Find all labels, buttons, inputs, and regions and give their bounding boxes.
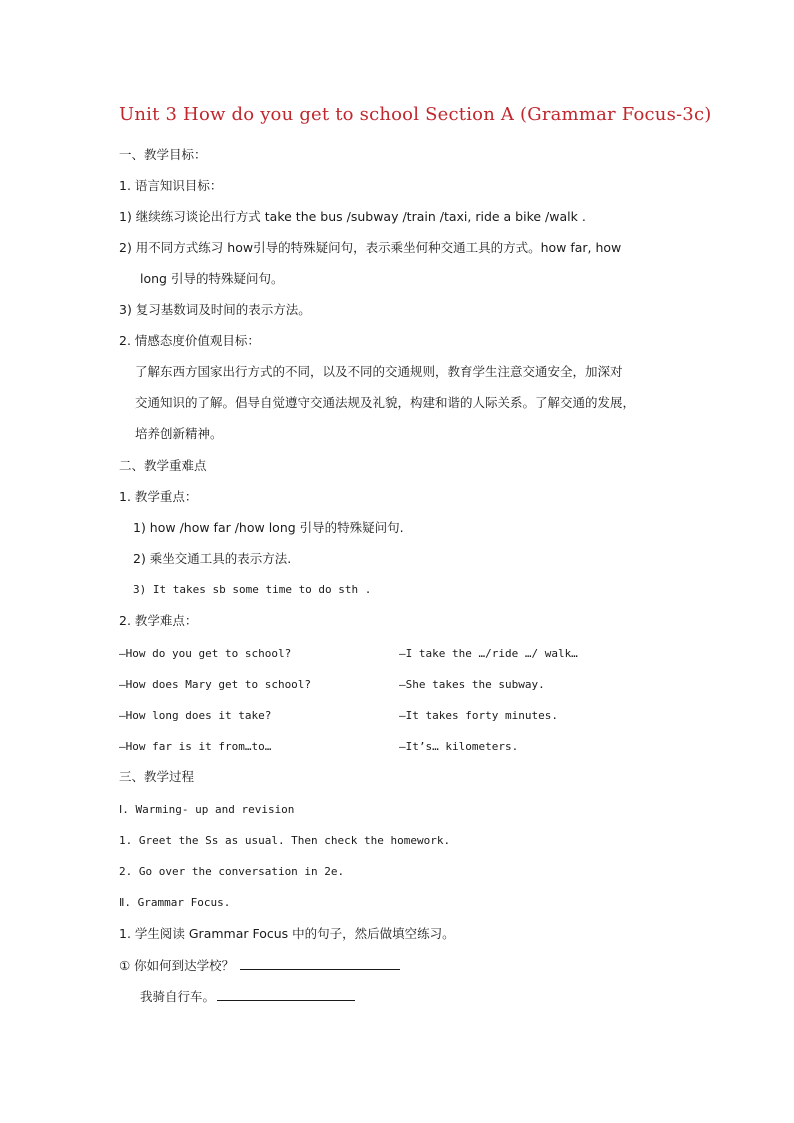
difficult-points-heading: 2. 教学难点： [119, 613, 198, 628]
knowledge-goal-3: 3) 复习基数词及时间的表示方法。 [119, 302, 311, 317]
exercise-question-1-text: ① 你如何到达学校？ [119, 958, 235, 973]
key-point-3: 3) It takes sb some time to do sth . [133, 583, 372, 596]
knowledge-goal-2-cont: long 引导的特殊疑问句。 [140, 271, 284, 286]
knowledge-goal-1: 1) 继续练习谈论出行方式 take the bus /subway /train /taxi, ride a bike /walk . [119, 209, 586, 224]
knowledge-goal-heading: 1. 语言知识目标： [119, 178, 223, 193]
procedure-step-2-item-1: 1. 学生阅读 Grammar Focus 中的句子，然后做填空练习。 [119, 926, 455, 941]
section-heading-key-points: 二、教学重难点 [119, 458, 207, 473]
exercise-answer-1-text: 我骑自行车。 [140, 989, 216, 1004]
key-point-2: 2) 乘坐交通工具的表示方法. [133, 551, 292, 566]
dialog-answer: —I take the …/ride …/ walk… [399, 647, 578, 660]
fill-in-blank[interactable] [240, 957, 400, 970]
knowledge-goal-2: 2) 用不同方式练习 how引导的特殊疑问句，表示乘坐何种交通工具的方式。how far, how [119, 240, 622, 255]
dialog-answer: —It’s… kilometers. [399, 740, 519, 753]
section-heading-procedure: 三、教学过程 [119, 769, 195, 784]
dialog-question: —How do you get to school? [119, 647, 292, 660]
dialog-question: —How long does it take? [119, 709, 272, 722]
emotion-goal-line-3: 培养创新精神。 [135, 426, 223, 441]
dialog-answer: —She takes the subway. [399, 678, 545, 691]
dialog-question: —How does Mary get to school? [119, 678, 312, 691]
emotion-goal-line-2: 交通知识的了解。倡导自觉遵守交通法规及礼貌，构建和谐的人际关系。了解交通的发展， [135, 395, 636, 410]
procedure-step-2: Ⅱ. Grammar Focus. [119, 896, 231, 909]
dialog-answer: —It takes forty minutes. [399, 709, 558, 722]
emotion-goal-heading: 2. 情感态度价值观目标： [119, 333, 260, 348]
key-point-1: 1) how /how far /how long 引导的特殊疑问句. [133, 520, 404, 535]
fill-in-blank[interactable] [217, 988, 355, 1001]
document-title: Unit 3 How do you get to school Section A (Grammar Focus-3c) [119, 104, 712, 125]
exercise-answer-1 [140, 988, 355, 1006]
procedure-step-1-item-2: 2. Go over the conversation in 2e. [119, 865, 345, 878]
section-heading-objectives: 一、教学目标： [119, 147, 207, 162]
emotion-goal-line-1: 了解东西方国家出行方式的不同，以及不同的交通规则，教育学生注意交通安全，加深对 [135, 364, 623, 379]
exercise-question-1 [119, 957, 400, 975]
key-points-heading: 1. 教学重点： [119, 489, 198, 504]
dialog-question: —How far is it from…to… [119, 740, 272, 753]
procedure-step-1: Ⅰ. Warming- up and revision [119, 803, 295, 816]
procedure-step-1-item-1: 1. Greet the Ss as usual. Then check the homework. [119, 834, 451, 847]
